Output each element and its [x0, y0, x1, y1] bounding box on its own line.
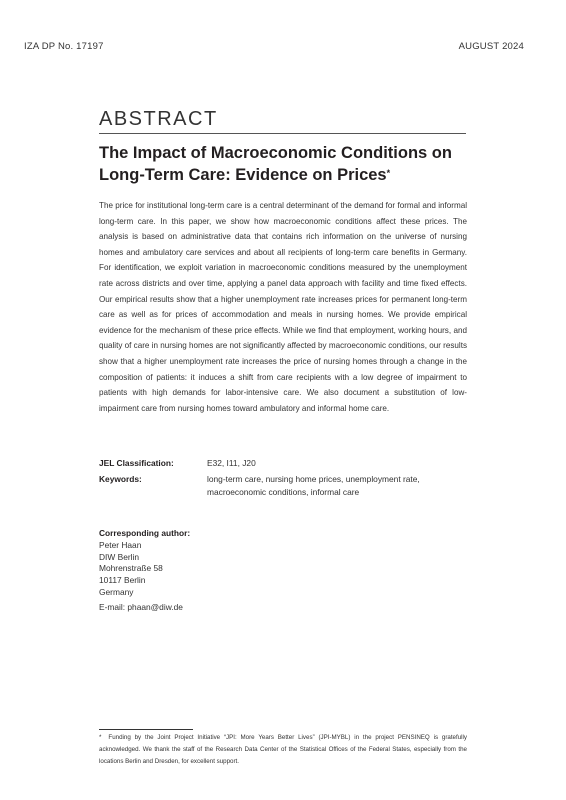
paper-title-text: The Impact of Macroeconomic Conditions on Long-Term Care: Evidence on Prices: [99, 144, 452, 184]
title-footnote-mark: *: [386, 168, 391, 178]
footnote-mark: *: [99, 734, 102, 741]
paper-title: [99, 142, 479, 186]
keywords-label: Keywords:: [99, 474, 142, 484]
corresponding-author-label: Corresponding author:: [99, 528, 191, 538]
section-label: ABSTRACT: [99, 108, 218, 130]
author-institution: DIW Berlin: [99, 551, 140, 562]
jel-label: JEL Classification:: [99, 458, 174, 468]
author-city: 10117 Berlin: [99, 575, 146, 586]
abstract-text: The price for institutional long-term care is a central determinant of the demand for formal and informal long-term care. In this paper, we show how macroeconomic conditions affect these prices. The analysis is based on administrative data that contains rich information on the universe of nursing homes and ambulatory care services and about all recipients of long-term care benefits in Germany. For identification, we exploit variation in macroeconomic conditions measured by the unemployment rate across districts and over time, applying a panel data approach with facility and time fixed effects. Our empirical results show that a higher unemployment rate increases prices for permanent long-term care as well as for prices of accommodation and meals in nursing homes. We provide empirical evidence for the mechanism of these price effects. While we find that employment, working hours, and quality of care in nursing homes are not significantly affected by macroeconomic conditions, our results show that a higher unemployment rate increases the price of nursing homes through a change in the composition of patients: it induces a shift from care recipients with a low degree of impairment to patients with high demands for labor-intensive care. We also document a substitution of low-impairment care from nursing homes toward ambulatory and informal home care.: [99, 201, 467, 413]
footnote: [99, 732, 467, 769]
publication-date: AUGUST 2024: [458, 41, 524, 52]
author-email: E-mail: phaan@diw.de: [99, 601, 183, 612]
author-street: Mohrenstraße 58: [99, 563, 163, 574]
series-number: IZA DP No. 17197: [24, 41, 104, 52]
author-country: Germany: [99, 586, 134, 597]
jel-value: E32, I11, J20: [207, 458, 256, 468]
author-name: Peter Haan: [99, 539, 142, 550]
keywords-value: long-term care, nursing home prices, unemployment rate, macroeconomic conditions, informal care: [207, 474, 420, 497]
corresponding-author-block: [99, 528, 190, 614]
section-divider: [99, 133, 466, 134]
footnote-text: Funding by the Joint Project Initiative “JPI: More Years Better Lives” (JPI-MYBL) in the project PENSINEQ is gratefully acknowledged. We thank the staff of the Research Data Center of the Statistical Offices of the Federal States, especially from the locations Berlin and Dresden, for excellent support.: [99, 734, 467, 766]
footnote-divider: [99, 729, 193, 730]
